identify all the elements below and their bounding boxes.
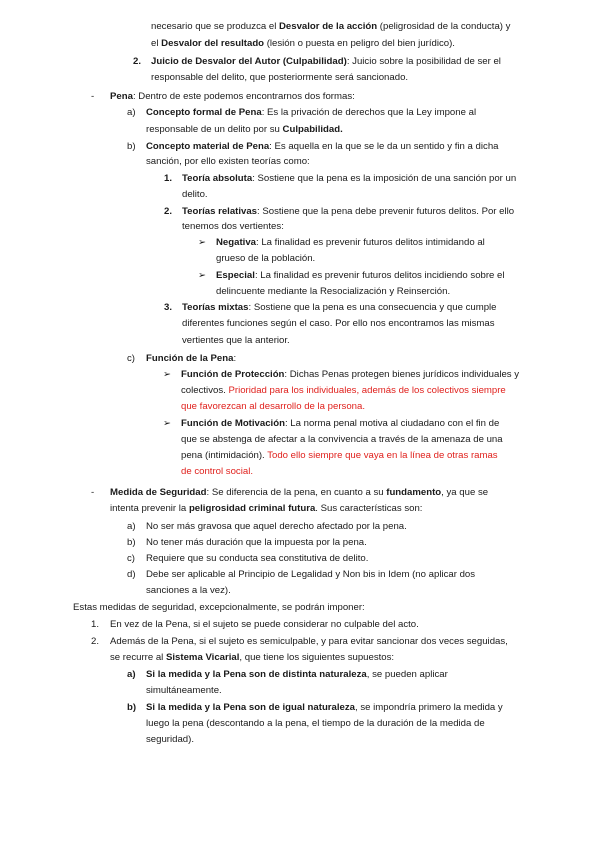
funcion-proteccion-note: que favorezcan al desarrollo de la persona. (181, 401, 365, 412)
list-number: 1. (164, 173, 173, 184)
supuesto-2-cont: se recurre al Sistema Vicarial, que tiene los siguientes supuestos: (110, 652, 395, 663)
desvalor-autor-line: Juicio de Desvalor del Autor (Culpabilidad): Juicio sobre la posibilidad de ser el (151, 56, 501, 67)
sistema-vicarial-b-cont: luego la pena (descontando a la pena, el tiempo de la duración de la medida de (146, 718, 485, 729)
list-number: 3. (164, 302, 173, 313)
list-marker: b) (127, 141, 136, 152)
list-marker: c) (127, 553, 135, 564)
list-marker: a) (127, 521, 136, 532)
list-number: 2. (91, 636, 100, 647)
funcion-proteccion: Función de Protección: Dichas Penas protegen bienes jurídicos individuales y (181, 369, 520, 380)
teorias-mixtas: Teorías mixtas: Sostiene que la pena es una consecuencia y que cumple (182, 302, 497, 313)
sistema-vicarial-a: Si la medida y la Pena son de distinta naturaleza, se pueden aplicar (146, 669, 448, 680)
teorias-mixtas-cont: diferentes funciones según el caso. Por ello nos encontramos las mismas (182, 318, 495, 329)
sistema-vicarial-a-cont: simultáneamente. (146, 685, 222, 696)
list-item: Requiere que su conducta sea constitutiva de delito. (146, 553, 369, 564)
sistema-vicarial-b-cont: seguridad). (146, 734, 194, 745)
arrow-bullet-icon: ➢ (163, 418, 172, 429)
medida-heading-cont: intenta prevenir la peligrosidad criminal futura. Sus características son: (110, 503, 423, 514)
funcion-motivacion: Función de Motivación: La norma penal motiva al ciudadano con el fin de (181, 418, 500, 429)
list-marker: d) (127, 569, 136, 580)
arrow-bullet-icon: ➢ (163, 369, 172, 380)
vertiente-negativa-cont: grueso de la población. (216, 253, 316, 264)
medidas-intro: Estas medidas de seguridad, excepcionalmente, se podrán imponer: (73, 602, 365, 613)
list-marker: a) (127, 107, 136, 118)
medida-heading: Medida de Seguridad: Se diferencia de la pena, en cuanto a su fundamento, ya que se (110, 487, 489, 498)
vertiente-especial-cont: delincuente mediante la Resocialización y Reinserción. (216, 286, 451, 297)
vertiente-especial: Especial: La finalidad es prevenir futuros delitos incidiendo sobre el (216, 270, 505, 281)
teorias-relativas: Teorías relativas: Sostiene que la pena debe prevenir futuros delitos. Por ello (182, 206, 515, 217)
list-item: No ser más gravosa que aquel derecho afectado por la pena. (146, 521, 407, 532)
funcion-motivacion-note: de control social. (181, 466, 253, 477)
arrow-bullet-icon: ➢ (198, 270, 207, 281)
intro-line-2: el Desvalor del resultado (lesión o puesta en peligro del bien jurídico). (151, 38, 455, 49)
list-marker: c) (127, 353, 135, 364)
pena-heading: Pena: Dentro de este podemos encontrarnos dos formas: (110, 91, 355, 102)
arrow-bullet-icon: ➢ (198, 237, 207, 248)
teoria-absoluta: Teoría absoluta: Sostiene que la pena es la imposición de una sanción por un (182, 173, 517, 184)
list-item: Debe ser aplicable al Principio de Legalidad y Non bis in Idem (no aplicar dos (146, 569, 476, 580)
funcion-motivacion-cont: que se abstenga de afectar a la convivencia a través de la amenaza de una (181, 434, 503, 445)
list-item-cont: sanciones a la vez). (146, 585, 231, 596)
teorias-relativas-cont: tenemos dos vertientes: (182, 221, 284, 232)
concepto-material-cont: sanción, por ello existen teorías como: (146, 156, 310, 167)
list-number: 2. (133, 56, 142, 67)
list-marker: a) (127, 669, 136, 680)
list-marker: b) (127, 702, 137, 713)
funcion-pena-heading: Función de la Pena: (146, 353, 237, 364)
intro-line-1: necesario que se produzca el Desvalor de la acción (peligrosidad de la conducta) y (151, 21, 511, 32)
bullet-dash: - (91, 91, 95, 102)
funcion-proteccion-cont: colectivos. Prioridad para los individuales, además de los colectivos siempre (181, 385, 506, 396)
list-number: 1. (91, 619, 100, 630)
supuesto-1: En vez de la Pena, si el sujeto se puede considerar no culpable del acto. (110, 619, 419, 630)
concepto-formal: Concepto formal de Pena: Es la privación de derechos que la Ley impone al (146, 107, 477, 118)
teorias-mixtas-cont: vertientes que la anterior. (182, 335, 290, 346)
list-item: No tener más duración que la impuesta por la pena. (146, 537, 367, 548)
funcion-motivacion-cont: pena (intimidación). Todo ello siempre que vaya en la línea de otras ramas (181, 450, 498, 461)
sistema-vicarial-b: Si la medida y la Pena son de igual naturaleza, se impondría primero la medida y (146, 702, 503, 713)
concepto-material: Concepto material de Pena: Es aquella en la que se le da un sentido y fin a dicha (146, 141, 499, 152)
vertiente-negativa: Negativa: La finalidad es prevenir futuros delitos intimidando al (216, 237, 485, 248)
teoria-absoluta-cont: delito. (182, 189, 208, 200)
bullet-dash: - (91, 487, 95, 498)
list-number: 2. (164, 206, 173, 217)
supuesto-2: Además de la Pena, si el sujeto es semiculpable, y para evitar sancionar dos veces seguidas, (110, 636, 508, 647)
desvalor-autor-cont: responsable del delito, que posteriormente será sancionado. (151, 72, 409, 83)
concepto-formal-cont: responsable de un delito por su Culpabilidad. (146, 124, 343, 135)
list-marker: b) (127, 537, 136, 548)
